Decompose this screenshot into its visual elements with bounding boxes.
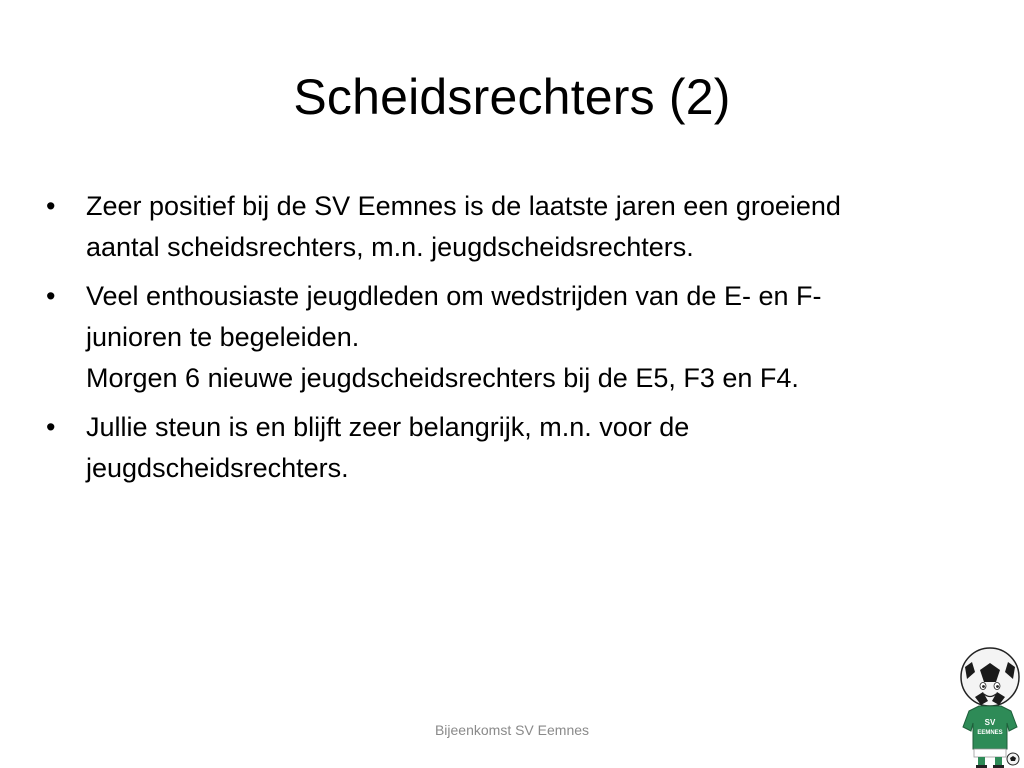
bullet-1-line-2: aantal scheidsrechters, m.n. jeugdscheidsrechters. xyxy=(86,232,694,262)
bullet-2-line-2: junioren te begeleiden. xyxy=(86,322,360,352)
slide-footer: Bijeenkomst SV Eemnes xyxy=(434,722,590,738)
bullet-item-3 xyxy=(46,407,976,489)
slide-title: Scheidsrechters (2) xyxy=(293,69,731,125)
svg-text:EEMNES: EEMNES xyxy=(977,730,1003,736)
bullet-dot: • xyxy=(46,281,56,311)
bullet-1-line-1: Zeer positief bij de SV Eemnes is de laatste jaren een groeiend xyxy=(86,191,841,221)
svg-text:SV: SV xyxy=(984,718,996,727)
bullet-3-line-1: Jullie steun is en blijft zeer belangrijk, m.n. voor de xyxy=(86,412,690,442)
bullet-dot: • xyxy=(46,191,56,221)
bullet-list xyxy=(46,186,976,497)
bullet-dot: • xyxy=(46,412,56,442)
bullet-3-line-2: jeugdscheidsrechters. xyxy=(86,453,349,483)
bullet-item-2 xyxy=(46,276,976,399)
bullet-item-1 xyxy=(46,186,976,268)
soccer-mascot-icon xyxy=(955,645,1024,768)
bullet-2-line-3: Morgen 6 nieuwe jeugdscheidsrechters bij de E5, F3 en F4. xyxy=(86,363,799,393)
bullet-2-line-1: Veel enthousiaste jeugdleden om wedstrijden van de E- en F- xyxy=(86,281,822,311)
